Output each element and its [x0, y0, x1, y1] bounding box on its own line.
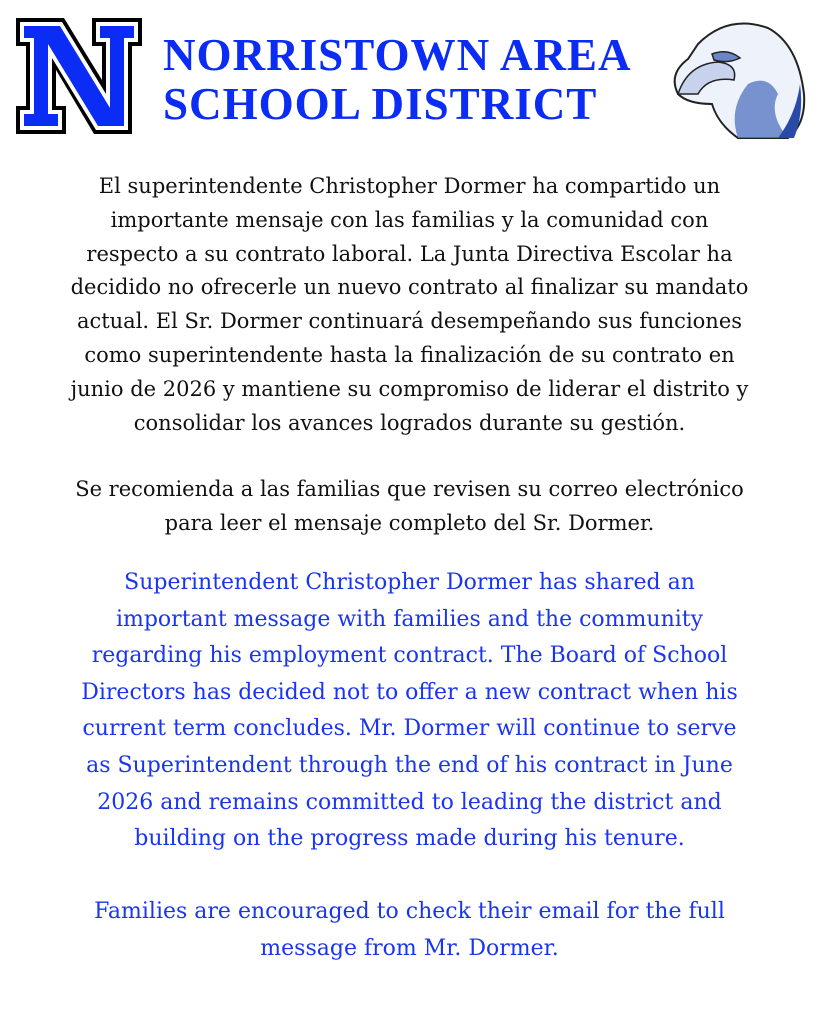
text-line: current term concludes. Mr. Dormer will continue to serve	[82, 716, 737, 742]
text-line: as Superintendent through the end of his contract in June	[86, 752, 733, 778]
text-line: El superintendente Christopher Dormer ha compartido un	[98, 174, 721, 198]
spanish-paragraph-2	[0, 473, 819, 541]
text-line: Superintendent Christopher Dormer has shared an	[124, 570, 695, 595]
text-line: consolidar los avances logrados durante su gestión.	[133, 410, 686, 435]
text-line: importante mensaje con las familias y la comunidad con	[110, 207, 709, 232]
text-line: building on the progress made during his tenure.	[134, 826, 685, 852]
text-line: respecto a su contrato laboral. La Junta Directiva Escolar ha	[86, 241, 733, 266]
text-line: decidido no ofrecerle un nuevo contrato al finalizar su mandato	[70, 275, 749, 300]
text-line: Families are encouraged to check their email for the full	[94, 899, 725, 924]
title-line-2: SCHOOL DISTRICT	[163, 78, 598, 129]
text-line: 2026 and remains committed to leading the district and	[97, 789, 722, 815]
text-line: para leer el mensaje completo del Sr. Dormer.	[164, 510, 655, 535]
text-line: Se recomienda a las familias que revisen su correo electrónico	[75, 477, 744, 501]
english-paragraph-1	[0, 565, 819, 858]
title-line-1: NORRISTOWN AREA	[163, 29, 632, 80]
text-line: como superintendente hasta la finalización de su contrato en	[84, 342, 735, 367]
english-paragraph-2	[0, 894, 819, 967]
text-line: regarding his employment contract. The Board of School	[91, 643, 728, 669]
spanish-paragraph-1	[0, 170, 819, 440]
district-title	[163, 30, 632, 128]
eagle-mascot-icon	[668, 14, 808, 139]
n-logo-icon	[14, 16, 144, 136]
text-line: actual. El Sr. Dormer continuará desempeñando sus funciones	[76, 309, 743, 334]
text-line: important message with families and the community	[115, 606, 704, 632]
header	[0, 0, 819, 150]
text-line: message from Mr. Dormer.	[260, 935, 559, 961]
text-line: Directors has decided not to offer a new contract when his	[81, 679, 738, 705]
text-line: junio de 2026 y mantiene su compromiso de liderar el distrito y	[70, 376, 749, 401]
